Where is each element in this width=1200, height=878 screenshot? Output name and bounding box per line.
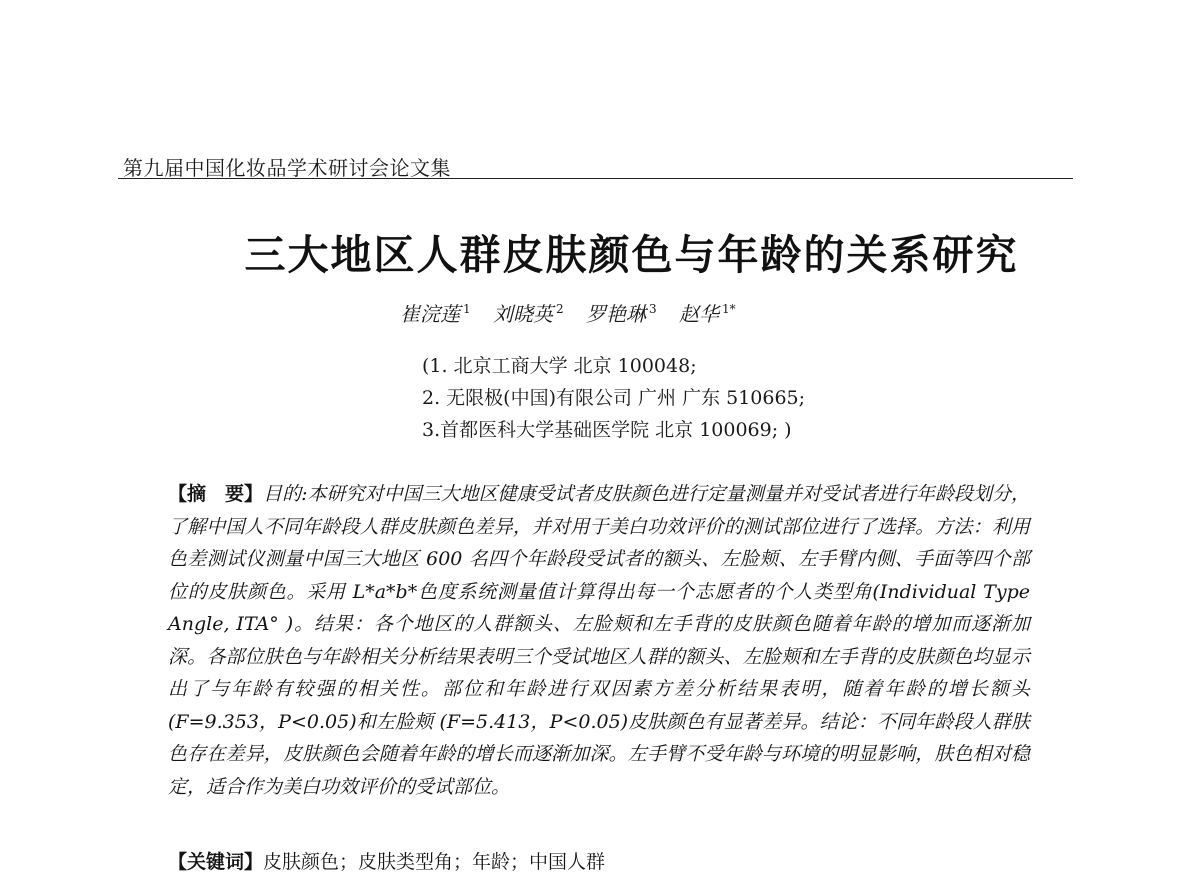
author-4 (679, 302, 736, 326)
abstract-body: 目的:本研究对中国三大地区健康受试者皮肤颜色进行定量测量并对受试者进行年龄段划分，了解中国人不同年龄段人群皮肤颜色差异，并对用于美白功效评价的测试部位进行了选择。方法：利用色差测试仪测量中国三大地区 600 名四个年龄段受试者的额头、左脸颊、左手臂内侧、手面等四个部位的皮肤颜色。采用 L*a*b*色度系统测量值计算得出每一个志愿者的个人类型角(Individual Type Angle, ITA° )。结果：各个地区的人群额头、左脸颊和左手背的皮肤颜色随着年龄的增加而逐渐加深。各部位肤色与年龄相关分析结果表明三个受试地区人群的额头、左脸颊和左手背的皮肤颜色均显示出了与年龄有较强的相关性。部位和年龄进行双因素方差分析结果表明，随着年龄的增长额头(F=9.353，P<0.05)和左脸颊 (F=5.413，P<0.05)皮肤颜色有显著差异。结论：不同年龄段人群肤色存在差异，皮肤颜色会随着年龄的增长而逐渐加深。左手臂不受年龄与环境的明显影响，肤色相对稳定，适合作为美白功效评价的受试部位。 (168, 483, 1030, 798)
abstract-label: 【摘 要】 (168, 483, 264, 505)
author-affil-mark: 3 (649, 302, 657, 317)
running-header: 第九届中国化妆品学术研讨会论文集 (123, 156, 451, 180)
paper-title: 三大地区人群皮肤颜色与年龄的关系研究 (244, 231, 1019, 279)
keywords-text: 皮肤颜色；皮肤类型角；年龄；中国人群 (263, 851, 606, 873)
author-affil-mark: 1 (463, 302, 471, 317)
author-affil-mark: 2 (556, 302, 564, 317)
abstract (168, 478, 1030, 803)
author-3 (586, 302, 657, 326)
keywords (168, 846, 1030, 878)
author-name: 刘晓英 (493, 302, 553, 326)
affiliation-2: 2. 无限极(中国)有限公司 广州 广东 510665; (422, 387, 806, 409)
author-affil-mark: 1* (722, 302, 736, 317)
keywords-label: 【关键词】 (168, 851, 264, 873)
author-name: 罗艳琳 (586, 302, 646, 326)
author-1 (400, 302, 471, 326)
affiliation-3: 3.首都医科大学基础医学院 北京 100069; ) (422, 419, 792, 441)
author-name: 崔浣莲 (400, 302, 460, 326)
author-2 (493, 302, 564, 326)
header-divider (118, 178, 1073, 179)
author-name: 赵华 (679, 302, 719, 326)
author-list (400, 298, 752, 327)
affiliation-1: (1. 北京工商大学 北京 100048; (422, 355, 697, 377)
